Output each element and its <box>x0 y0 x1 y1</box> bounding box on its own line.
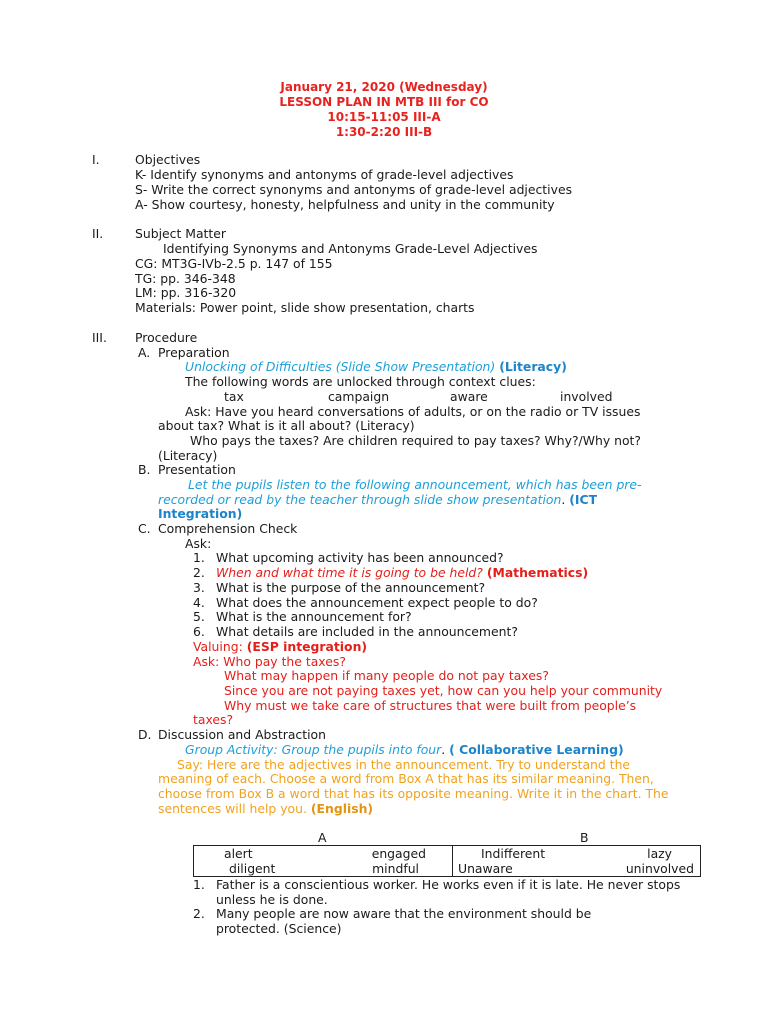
literacy-tag: (Literacy) <box>499 359 567 374</box>
objectives-heading: Objectives <box>135 152 201 167</box>
presentation-text-2: recorded or read by the teacher through slide show presentation <box>158 492 562 507</box>
subject-tg: TG: pp. 346-348 <box>135 271 236 286</box>
schedule-b: 1:30-2:20 III-B <box>335 125 433 139</box>
question-1: What upcoming activity has been announced? <box>216 550 504 565</box>
prep-ask-1: Ask: Have you heard conversations of adults, or on the radio or TV issues <box>185 404 641 419</box>
ict-tag-cont: Integration) <box>158 506 243 521</box>
comp-heading: Comprehension Check <box>158 521 298 536</box>
question-4: What does the announcement expect people to do? <box>216 595 538 610</box>
unlocked-word: aware <box>450 389 488 404</box>
math-tag: (Mathematics) <box>486 565 589 580</box>
box-a-word: mindful <box>372 861 419 876</box>
box-b-row <box>453 846 700 861</box>
box-a-label: A <box>318 830 327 845</box>
lesson-title: LESSON PLAN IN MTB III for CO <box>279 95 489 109</box>
objective-skill: S- Write the correct synonyms and antonyms of grade-level adjectives <box>135 182 573 197</box>
box-b-word: lazy <box>647 846 672 861</box>
valuing-question-1: What may happen if many people do not pay taxes? <box>224 668 549 683</box>
subject-heading: Subject Matter <box>135 226 226 241</box>
prep-ask-2: Who pays the taxes? Are children required to pay taxes? Why?/Why not? <box>190 433 641 448</box>
box-a-row <box>194 861 452 876</box>
esp-tag: (ESP integration) <box>246 639 368 654</box>
pres-letter: B. <box>138 462 151 477</box>
valuing-label: Valuing: <box>193 639 243 654</box>
ict-tag: (ICT <box>569 492 598 507</box>
say-line-3: choose from Box B a word that has its opposite meaning. Write it in the chart. The <box>158 786 669 801</box>
english-tag: (English) <box>310 801 374 816</box>
box-a <box>194 846 453 877</box>
section-number-objectives: I. <box>92 152 100 167</box>
presentation-text-1: Let the pupils listen to the following announcement, which has been pre- <box>188 477 642 492</box>
say-line-2: meaning of each. Choose a word from Box A that has its similar meaning. Then, <box>158 771 654 786</box>
objective-attitude: A- Show courtesy, honesty, helpfulness and unity in the community <box>135 197 555 212</box>
unlocking-line <box>185 360 567 375</box>
objective-knowledge: K- Identify synonyms and antonyms of grade-level adjectives <box>135 167 514 182</box>
box-b <box>453 846 701 877</box>
presentation-period: . <box>561 492 566 507</box>
group-activity-text: Group Activity: Group the pupils into four <box>185 742 442 757</box>
question-2 <box>216 566 588 581</box>
box-b-row <box>453 861 700 876</box>
question-number: 5. <box>193 609 205 624</box>
comp-ask: Ask: <box>185 536 212 551</box>
sentence-1-cont: unless he is done. <box>216 892 328 907</box>
subject-lm: LM: pp. 316-320 <box>135 285 237 300</box>
unlocked-word: tax <box>224 389 244 404</box>
question-number: 3. <box>193 580 205 595</box>
word-boxes-table <box>193 845 701 877</box>
prep-ask-1-cont: about tax? What is it all about? (Literacy) <box>158 418 415 433</box>
sentence-number: 1. <box>193 877 205 892</box>
question-2-text: When and what time it is going to be held? <box>216 565 483 580</box>
box-b-label: B <box>580 830 589 845</box>
question-number: 2. <box>193 565 205 580</box>
sentence-1: Father is a conscientious worker. He works even if it is late. He never stops <box>216 877 681 892</box>
valuing-question-3: Why must we take care of structures that were built from people’s <box>224 698 637 713</box>
presentation-instruction-1 <box>188 478 642 493</box>
subject-cg: CG: MT3G-IVb-2.5 p. 147 of 155 <box>135 256 333 271</box>
box-a-row <box>194 846 452 861</box>
collab-tag: ( Collaborative Learning) <box>449 742 624 757</box>
disc-heading: Discussion and Abstraction <box>158 727 326 742</box>
section-number-subject: II. <box>92 226 104 241</box>
procedure-heading: Procedure <box>135 330 198 345</box>
subject-topic: Identifying Synonyms and Antonyms Grade-Level Adjectives <box>163 241 538 256</box>
unlocking-text: Unlocking of Difficulties (Slide Show Presentation) <box>185 359 496 374</box>
question-number: 4. <box>193 595 205 610</box>
pres-heading: Presentation <box>158 462 236 477</box>
box-a-word: engaged <box>371 846 426 861</box>
box-b-word: Unaware <box>458 861 513 876</box>
box-a-word: diligent <box>229 861 276 876</box>
question-number: 1. <box>193 550 205 565</box>
comp-letter: C. <box>138 521 151 536</box>
section-number-procedure: III. <box>92 330 107 345</box>
schedule-a: 10:15-11:05 III-A <box>327 110 441 124</box>
valuing-line <box>193 640 367 655</box>
prep-ask-2-cont: (Literacy) <box>158 448 218 463</box>
lesson-date: January 21, 2020 (Wednesday) <box>280 80 488 94</box>
sentence-number: 2. <box>193 906 205 921</box>
sentence-2: Many people are now aware that the environment should be <box>216 906 592 921</box>
sentence-2-cont: protected. (Science) <box>216 921 342 936</box>
question-number: 6. <box>193 624 205 639</box>
disc-letter: D. <box>138 727 152 742</box>
box-a-word: alert <box>224 846 253 861</box>
box-b-word: Indifferent <box>481 846 546 861</box>
subject-materials: Materials: Power point, slide show presentation, charts <box>135 300 475 315</box>
box-b-word: uninvolved <box>625 861 694 876</box>
valuing-ask: Ask: Who pay the taxes? <box>193 654 346 669</box>
group-activity-line <box>185 743 624 758</box>
say-line-1: Say: Here are the adjectives in the announcement. Try to understand the <box>177 757 631 772</box>
unlock-intro: The following words are unlocked through context clues: <box>185 374 536 389</box>
say-line-4-text: sentences will help you. <box>158 801 307 816</box>
question-6: What details are included in the announcement? <box>216 624 518 639</box>
question-3: What is the purpose of the announcement? <box>216 580 486 595</box>
group-activity-period: . <box>441 742 446 757</box>
question-5: What is the announcement for? <box>216 609 412 624</box>
say-line-4 <box>158 802 373 817</box>
unlocked-word: involved <box>560 389 613 404</box>
prep-heading: Preparation <box>158 345 230 360</box>
unlocked-word: campaign <box>328 389 390 404</box>
valuing-question-3-cont: taxes? <box>193 712 234 727</box>
prep-letter: A. <box>138 345 151 360</box>
valuing-question-2: Since you are not paying taxes yet, how can you help your community <box>224 683 663 698</box>
